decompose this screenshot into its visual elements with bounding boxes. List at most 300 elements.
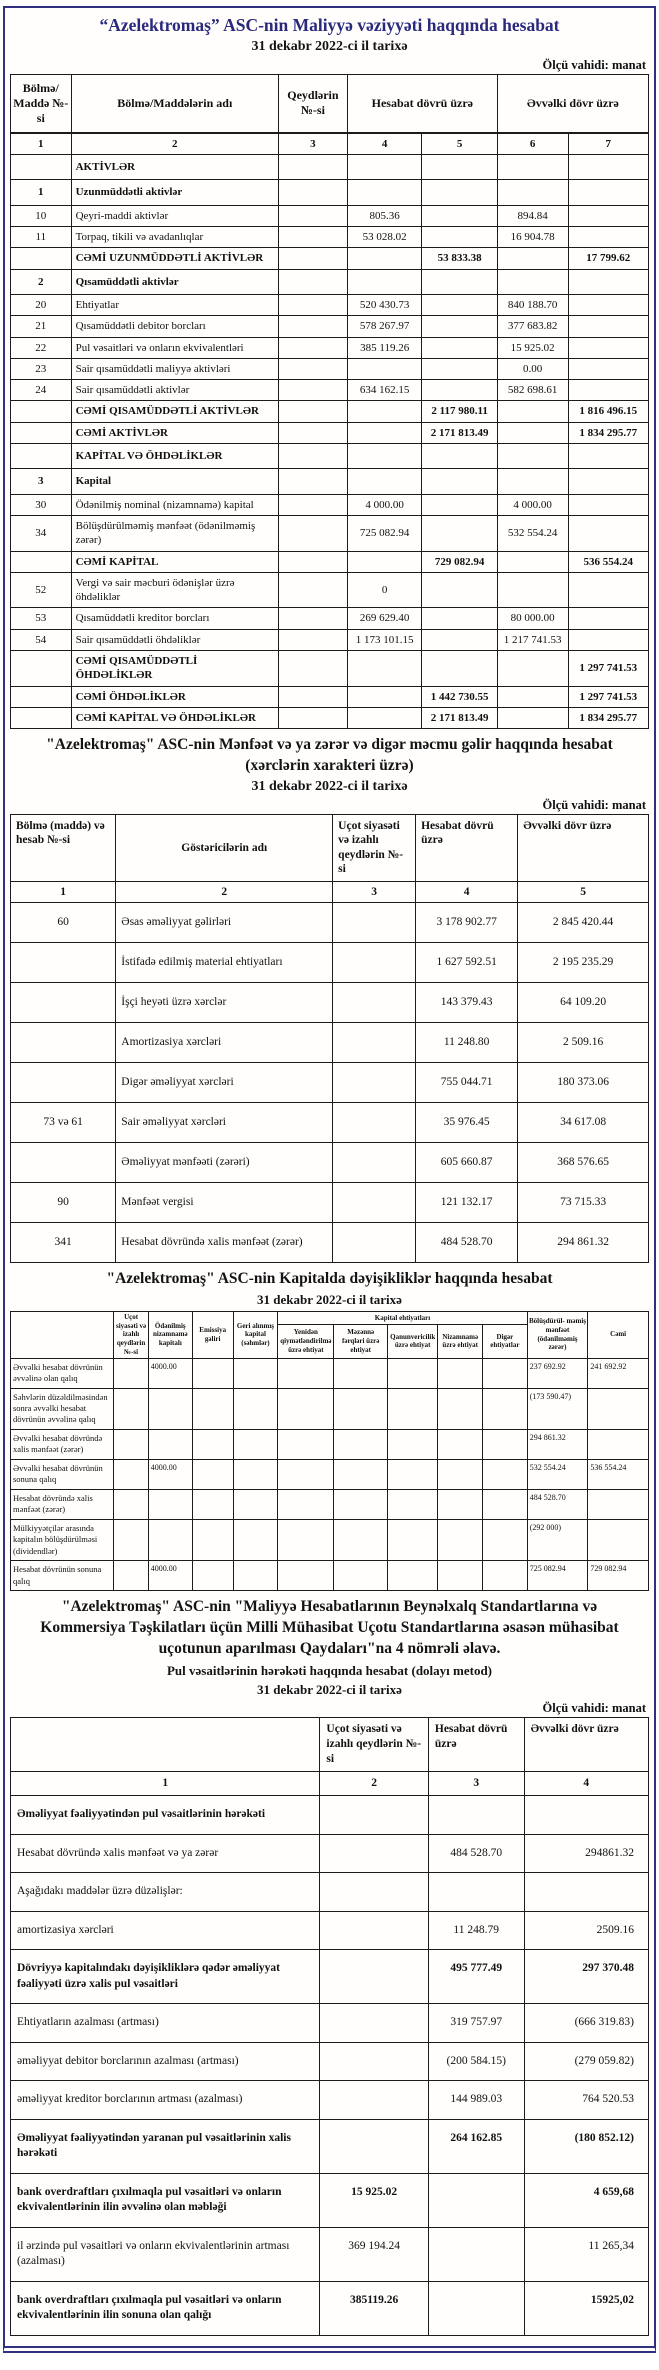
table-cell: 11 xyxy=(11,227,72,248)
table-cell xyxy=(320,2004,428,2043)
table-cell: 60 xyxy=(11,903,116,943)
table-row xyxy=(11,2227,649,2281)
table-cell xyxy=(233,1388,278,1429)
table-cell: il ərzində pul vəsaitləri və onların ekvivalentlərinin artması (azalması) xyxy=(11,2227,320,2281)
table-cell: 73 və 61 xyxy=(11,1103,116,1143)
table-row xyxy=(11,469,649,494)
col-header-revaluation-reserve: Yenidən qiymətləndirilmə üzrə ehtiyat xyxy=(278,1325,334,1358)
table-cell: bank overdraftları çıxılmaqla pul vəsaitləri və onların ekvivalentlərinin ilin əvvəlinə olan məbləği xyxy=(11,2173,320,2227)
table-cell xyxy=(568,205,648,226)
report1-unit-label: Ölçü vahidi: manat xyxy=(542,57,646,72)
table-cell: Hesabat dövrünün sonuna qalıq xyxy=(11,1561,114,1591)
table-cell xyxy=(568,358,648,379)
table-cell xyxy=(334,1388,388,1429)
table-cell: 1 816 496.15 xyxy=(568,401,648,422)
table-cell xyxy=(333,983,416,1023)
table-cell xyxy=(278,401,347,422)
table-cell xyxy=(347,686,422,707)
table-cell xyxy=(334,1489,388,1519)
table-cell xyxy=(278,358,347,379)
table-cell: 2 845 420.44 xyxy=(518,903,649,943)
table-row xyxy=(11,943,649,983)
col-header-section-no: Bölmə/ Maddə №-si xyxy=(11,74,72,133)
table-row xyxy=(11,248,649,269)
report3-title: "Azelektromaş" ASC-nin Kapitalda dəyişikliklər haqqında hesabat xyxy=(106,1269,553,1287)
table-cell xyxy=(483,1388,528,1429)
table-cell xyxy=(11,651,72,687)
balance-sheet-table xyxy=(10,74,649,729)
table-cell: İstifadə edilmiş material ehtiyatları xyxy=(116,943,333,983)
table-cell: 2 195 235.29 xyxy=(518,943,649,983)
table-cell xyxy=(388,1561,438,1591)
table-cell xyxy=(497,686,568,707)
table-cell: 605 660.87 xyxy=(416,1143,518,1183)
table-cell: 764 520.53 xyxy=(524,2081,648,2120)
table-cell xyxy=(278,651,347,687)
table-cell xyxy=(568,337,648,358)
table-cell xyxy=(497,155,568,180)
table-cell: 7 xyxy=(568,133,648,155)
cash-flow-table xyxy=(10,1717,649,2336)
table-cell: 484 528.70 xyxy=(416,1222,518,1262)
table-cell xyxy=(148,1489,192,1519)
table-cell xyxy=(422,572,497,608)
table-cell xyxy=(11,444,72,469)
table-cell xyxy=(568,608,648,629)
table-cell: 6 xyxy=(497,133,568,155)
table-cell: Qeyri-maddi aktivlər xyxy=(71,205,278,226)
table-cell: Sair qısamüddətli maliyyə aktivləri xyxy=(71,358,278,379)
report2-unit-label: Ölçü vahidi: manat xyxy=(542,798,646,813)
table-cell xyxy=(497,572,568,608)
table-cell: 5 xyxy=(422,133,497,155)
table-cell xyxy=(278,469,347,494)
table-cell xyxy=(483,1561,528,1591)
table-cell xyxy=(11,401,72,422)
table-cell xyxy=(588,1519,649,1560)
table-cell xyxy=(497,469,568,494)
table-cell: 294 861.32 xyxy=(518,1222,649,1262)
table-cell xyxy=(278,1519,334,1560)
col-header-capital-reserves-group: Kapital ehtiyatları xyxy=(278,1311,527,1324)
table-cell xyxy=(278,686,347,707)
table-cell: 894.84 xyxy=(497,205,568,226)
table-cell xyxy=(438,1388,483,1429)
table-cell: 4000.00 xyxy=(148,1459,192,1489)
table-cell: 241 692.92 xyxy=(588,1358,649,1388)
table-cell xyxy=(192,1388,233,1429)
table-cell xyxy=(422,316,497,337)
table-row xyxy=(11,1023,649,1063)
table-cell xyxy=(568,180,648,205)
report-cash-flow xyxy=(10,1597,649,2336)
table-row xyxy=(11,983,649,1023)
table-cell: 0 xyxy=(347,572,422,608)
table-cell: 1 627 592.51 xyxy=(416,943,518,983)
table-row xyxy=(11,2042,649,2081)
table-cell xyxy=(278,444,347,469)
report-profit-loss xyxy=(10,735,649,1263)
table-cell xyxy=(483,1519,528,1560)
table-cell xyxy=(11,551,72,572)
table-cell xyxy=(388,1489,438,1519)
table-cell: Hesabat dövründə xalis mənfəət (zərər) xyxy=(11,1489,114,1519)
table-cell xyxy=(320,1911,428,1950)
col-header-emission: Emissiya gəliri xyxy=(192,1311,233,1358)
table-cell: əməliyyat debitor borclarının azalması (artması) xyxy=(11,2042,320,2081)
report4-title: "Azelektromaş" ASC-nin "Maliyyə Hesabatlarının Beynəlxalq Standartlarına və Kommersiya Təşkilatları üçün Milli Mühasibat Uçotu Standartlarına əsasən mühasibat uçotunun aparılması Qaydaları"na 4 nömrəli əlavə. xyxy=(40,1598,619,1657)
table-cell xyxy=(438,1358,483,1388)
table-cell xyxy=(278,1388,334,1429)
table-cell xyxy=(278,1459,334,1489)
table-cell xyxy=(483,1459,528,1489)
table-row xyxy=(11,608,649,629)
table-row xyxy=(11,1358,649,1388)
table-cell: Hesabat dövründə xalis mənfəət (zərər) xyxy=(116,1222,333,1262)
table-cell: Pul vəsaitləri və onların ekvivalentləri xyxy=(71,337,278,358)
table-cell: 90 xyxy=(11,1183,116,1223)
table-cell: 53 028.02 xyxy=(347,227,422,248)
table-cell: 2 509.16 xyxy=(518,1023,649,1063)
col-header-section-no: Bölmə (maddə) və hesab №-si xyxy=(11,815,116,882)
table-cell xyxy=(278,227,347,248)
table-cell xyxy=(148,1388,192,1429)
table-cell xyxy=(438,1429,483,1459)
table-cell xyxy=(334,1561,388,1591)
report4-date: 31 dekabr 2022-ci il tarixə xyxy=(257,1681,402,1697)
table-cell: 755 044.71 xyxy=(416,1063,518,1103)
table-row xyxy=(11,1459,649,1489)
col-header-previous-period: Əvvəlki dövr üzrə xyxy=(497,74,648,133)
table-row xyxy=(11,2173,649,2227)
table-cell xyxy=(233,1519,278,1560)
table-cell: 1 xyxy=(11,133,72,155)
table-cell xyxy=(278,494,347,515)
table-cell xyxy=(278,1429,334,1459)
table-cell xyxy=(278,572,347,608)
table-row xyxy=(11,337,649,358)
table-cell xyxy=(320,1873,428,1912)
table-cell: 24 xyxy=(11,380,72,401)
table-row xyxy=(11,515,649,551)
table-cell xyxy=(497,707,568,728)
col-header-charter-reserve: Nizamnamə üzrə ehtiyat xyxy=(438,1325,483,1358)
table-cell xyxy=(568,269,648,294)
table-cell: Əməliyyat fəaliyyətindən yaranan pul vəsaitlərinin xalis hərəkəti xyxy=(11,2119,320,2173)
col-header-item-name: Göstəricilərin adı xyxy=(116,815,333,882)
table-cell xyxy=(428,2227,524,2281)
table-cell: Əvvəlki hesabat dövrünün əvvəlinə olan qalıq xyxy=(11,1358,114,1388)
table-cell: 578 267.97 xyxy=(347,316,422,337)
report2-date: 31 dekabr 2022-ci il tarixə xyxy=(251,779,408,795)
table-cell xyxy=(497,422,568,443)
table-cell: İşçi heyəti üzrə xərclər xyxy=(116,983,333,1023)
table-row xyxy=(11,1183,649,1223)
table-row xyxy=(11,1771,649,1796)
table-cell xyxy=(347,269,422,294)
table-cell: 3 xyxy=(278,133,347,155)
table-cell: 536 554.24 xyxy=(568,551,648,572)
table-cell xyxy=(320,1796,428,1835)
table-cell xyxy=(192,1429,233,1459)
col-header-previous-period: Əvvəlki dövr üzrə xyxy=(518,815,649,882)
table-cell xyxy=(278,294,347,315)
table-cell: 369 194.24 xyxy=(320,2227,428,2281)
table-cell xyxy=(388,1459,438,1489)
table-cell: 1 xyxy=(11,180,72,205)
table-cell xyxy=(148,1519,192,1560)
table-cell xyxy=(347,651,422,687)
table-cell xyxy=(422,180,497,205)
table-cell: 532 554.24 xyxy=(497,515,568,551)
table-cell xyxy=(233,1358,278,1388)
table-header-row xyxy=(11,815,649,882)
table-cell xyxy=(278,205,347,226)
table-row xyxy=(11,358,649,379)
table-row xyxy=(11,2119,649,2173)
table-cell xyxy=(428,1796,524,1835)
table-cell: (292 000) xyxy=(527,1519,588,1560)
table-row xyxy=(11,1143,649,1183)
col-header-notes: Uçot siyasəti və izahlı qeydlərin №-si xyxy=(320,1717,428,1771)
table-cell: 536 554.24 xyxy=(588,1459,649,1489)
table-cell xyxy=(334,1358,388,1388)
table-cell: 22 xyxy=(11,337,72,358)
table-row xyxy=(11,1489,649,1519)
table-cell: (173 590.47) xyxy=(527,1388,588,1429)
table-cell: Əvvəlki hesabat dövrünün sonuna qalıq xyxy=(11,1459,114,1489)
table-cell: 3 xyxy=(333,881,416,903)
table-cell: Torpaq, tikili və avadanlıqlar xyxy=(71,227,278,248)
table-cell xyxy=(438,1459,483,1489)
table-cell xyxy=(347,422,422,443)
table-cell xyxy=(11,983,116,1023)
table-row xyxy=(11,1796,649,1835)
table-cell: Ödənilmiş nominal (nizamnamə) kapital xyxy=(71,494,278,515)
table-cell: 4000.00 xyxy=(148,1561,192,1591)
table-cell xyxy=(422,227,497,248)
table-cell xyxy=(422,651,497,687)
table-cell xyxy=(278,422,347,443)
table-cell: Bölüşdürülməmiş mənfəət (ödənilməmiş zərər) xyxy=(71,515,278,551)
table-header-row xyxy=(11,1311,649,1324)
table-row xyxy=(11,1388,649,1429)
table-cell xyxy=(11,422,72,443)
table-cell xyxy=(278,515,347,551)
table-cell xyxy=(568,469,648,494)
table-cell: 4 xyxy=(347,133,422,155)
table-cell: 80 000.00 xyxy=(497,608,568,629)
table-cell xyxy=(347,444,422,469)
table-cell xyxy=(114,1561,148,1591)
table-row xyxy=(11,2081,649,2120)
table-cell: 1 834 295.77 xyxy=(568,422,648,443)
table-cell: 1 217 741.53 xyxy=(497,629,568,650)
table-cell: 368 576.65 xyxy=(518,1143,649,1183)
table-cell: Qısamüddətli aktivlər xyxy=(71,269,278,294)
table-row xyxy=(11,380,649,401)
col-header-treasury: Geri alınmış kapital (səhmlər) xyxy=(233,1311,278,1358)
table-cell: 20 xyxy=(11,294,72,315)
table-cell: 15925,02 xyxy=(524,2281,648,2335)
table-cell xyxy=(497,248,568,269)
report4-subtitle: Pul vəsaitlərinin hərəkəti haqqında hesabat (dolayı metod) xyxy=(166,1662,493,1678)
table-cell xyxy=(278,608,347,629)
table-cell xyxy=(333,1063,416,1103)
table-cell: (279 059.82) xyxy=(524,2042,648,2081)
table-row xyxy=(11,1519,649,1560)
table-cell: 484 528.70 xyxy=(527,1489,588,1519)
table-cell: 34 617.08 xyxy=(518,1103,649,1143)
table-cell: Sair əməliyyat xərcləri xyxy=(116,1103,333,1143)
table-cell xyxy=(347,248,422,269)
table-cell: Uzunmüddətli aktivlər xyxy=(71,180,278,205)
table-cell: (180 852.12) xyxy=(524,2119,648,2173)
table-cell: 30 xyxy=(11,494,72,515)
table-cell xyxy=(278,1561,334,1591)
table-cell: 725 082.94 xyxy=(347,515,422,551)
table-cell xyxy=(333,1103,416,1143)
table-cell: Səhvlərin düzəldilməsindən sonra əvvəlki hesabat dövrünün əvvəlinə qalıq xyxy=(11,1388,114,1429)
table-cell: 634 162.15 xyxy=(347,380,422,401)
table-cell xyxy=(233,1429,278,1459)
table-cell: 11 248.79 xyxy=(428,1911,524,1950)
table-cell: bank overdraftları çıxılmaqla pul vəsaitləri və onların ekvivalentlərinin ilin sonuna olan qalığı xyxy=(11,2281,320,2335)
col-header-current-period: Hesabat dövrü üzrə xyxy=(347,74,497,133)
table-cell: 725 082.94 xyxy=(527,1561,588,1591)
table-cell xyxy=(114,1489,148,1519)
table-cell: 237 692.92 xyxy=(527,1358,588,1388)
table-cell xyxy=(11,1023,116,1063)
table-cell xyxy=(497,269,568,294)
table-cell xyxy=(233,1459,278,1489)
table-cell: (666 319.83) xyxy=(524,2004,648,2043)
table-row xyxy=(11,494,649,515)
table-cell: Vergi və sair məcburi ödənişlər üzrə öhdəliklər xyxy=(71,572,278,608)
table-cell: 10 xyxy=(11,205,72,226)
table-row xyxy=(11,1429,649,1459)
report-equity-changes xyxy=(10,1269,649,1591)
table-cell xyxy=(347,180,422,205)
table-cell: 73 715.33 xyxy=(518,1183,649,1223)
table-cell xyxy=(388,1358,438,1388)
table-row xyxy=(11,2281,649,2335)
table-cell xyxy=(438,1489,483,1519)
table-cell xyxy=(233,1561,278,1591)
table-cell: 2 171 813.49 xyxy=(422,422,497,443)
table-cell xyxy=(278,316,347,337)
table-cell xyxy=(497,444,568,469)
table-cell: 377 683.82 xyxy=(497,316,568,337)
table-cell: CƏMİ AKTİVLƏR xyxy=(71,422,278,443)
table-cell xyxy=(114,1429,148,1459)
col-header-previous-period: Əvvəlki dövr üzrə xyxy=(524,1717,648,1771)
table-cell xyxy=(347,707,422,728)
table-cell xyxy=(192,1519,233,1560)
table-cell: 385119.26 xyxy=(320,2281,428,2335)
table-cell xyxy=(422,444,497,469)
table-cell xyxy=(320,1834,428,1873)
table-cell: 1 xyxy=(11,881,116,903)
table-cell xyxy=(388,1519,438,1560)
table-cell: 180 373.06 xyxy=(518,1063,649,1103)
table-row xyxy=(11,133,649,155)
table-cell: Dövriyyə kapitalındakı dəyişikliklərə qədər əməliyyat fəaliyyəti üzrə xalis pul vəsaitləri xyxy=(11,1950,320,2004)
table-cell: 294861.32 xyxy=(524,1834,648,1873)
table-cell xyxy=(588,1489,649,1519)
table-cell: 35 976.45 xyxy=(416,1103,518,1143)
table-cell: amortizasiya xərcləri xyxy=(11,1911,320,1950)
table-row xyxy=(11,1103,649,1143)
table-cell: (200 584.15) xyxy=(428,2042,524,2081)
table-cell: 144 989.03 xyxy=(428,2081,524,2120)
table-row xyxy=(11,1873,649,1912)
col-header-item-name: Bölmə/Maddələrin adı xyxy=(71,74,278,133)
table-cell: 2 xyxy=(320,1771,428,1796)
table-cell xyxy=(388,1388,438,1429)
table-cell: 21 xyxy=(11,316,72,337)
table-cell xyxy=(320,2081,428,2120)
table-cell xyxy=(422,358,497,379)
table-cell xyxy=(422,337,497,358)
report-financial-position xyxy=(10,15,649,729)
col-header-current-period: Hesabat dövrü üzrə xyxy=(416,815,518,882)
table-cell xyxy=(422,205,497,226)
table-cell: 1 442 730.55 xyxy=(422,686,497,707)
table-cell: 2 xyxy=(116,881,333,903)
table-cell xyxy=(568,572,648,608)
table-cell: 297 370.48 xyxy=(524,1950,648,2004)
col-header-row-label xyxy=(11,1311,114,1358)
table-row xyxy=(11,422,649,443)
table-row xyxy=(11,707,649,728)
table-header-row xyxy=(11,74,649,133)
col-header-total: Cəmi xyxy=(588,1311,649,1358)
table-cell xyxy=(278,248,347,269)
table-cell xyxy=(347,401,422,422)
table-cell xyxy=(422,608,497,629)
table-cell xyxy=(11,943,116,983)
table-cell xyxy=(438,1561,483,1591)
table-row xyxy=(11,629,649,650)
table-cell xyxy=(428,2173,524,2227)
table-cell: 52 xyxy=(11,572,72,608)
table-cell: 4 000.00 xyxy=(347,494,422,515)
table-row xyxy=(11,1834,649,1873)
table-cell: 1 xyxy=(11,1771,320,1796)
table-cell: 53 833.38 xyxy=(422,248,497,269)
table-cell xyxy=(422,380,497,401)
table-cell: 3 178 902.77 xyxy=(416,903,518,943)
table-cell: 385 119.26 xyxy=(347,337,422,358)
table-cell xyxy=(278,337,347,358)
table-cell xyxy=(524,1796,648,1835)
table-cell: 4 xyxy=(416,881,518,903)
table-cell: Sair qısamüddətli aktivlər xyxy=(71,380,278,401)
table-cell xyxy=(278,707,347,728)
table-cell xyxy=(568,155,648,180)
table-cell: 121 132.17 xyxy=(416,1183,518,1223)
table-row xyxy=(11,1222,649,1262)
table-cell: 319 757.97 xyxy=(428,2004,524,2043)
table-cell xyxy=(192,1358,233,1388)
table-cell xyxy=(333,1143,416,1183)
table-cell xyxy=(11,248,72,269)
table-cell: 582 698.61 xyxy=(497,380,568,401)
table-cell: 2 xyxy=(11,269,72,294)
table-cell xyxy=(320,1950,428,2004)
table-cell: 532 554.24 xyxy=(527,1459,588,1489)
